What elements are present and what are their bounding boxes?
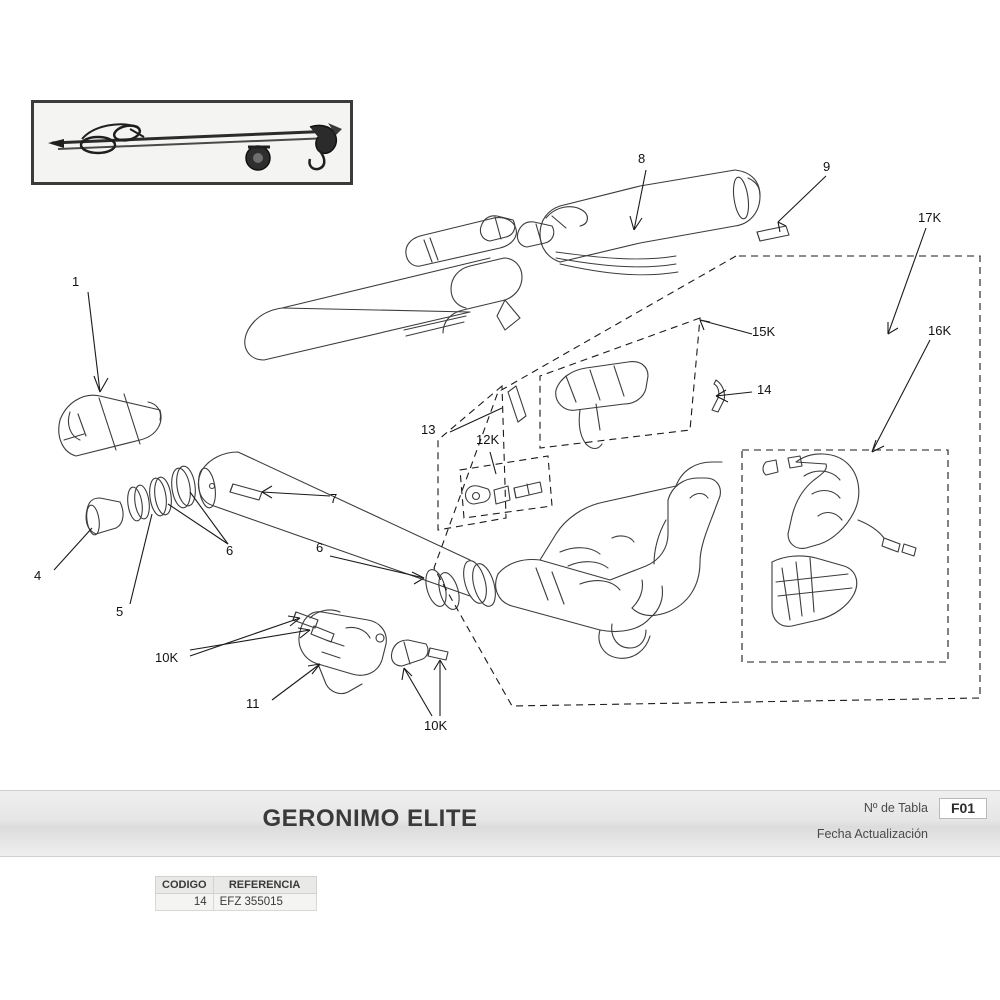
callout-6-right: 6	[316, 540, 324, 555]
column-header-referencia: REFERENCIA	[213, 877, 316, 894]
table-number-label: Nº de Tabla	[863, 801, 928, 815]
callout-8: 8	[638, 151, 646, 166]
group-outline-main	[434, 256, 980, 706]
table-header-row	[156, 877, 317, 894]
callout-9: 9	[823, 159, 831, 174]
callout-7: 7	[330, 491, 338, 506]
callout-4: 4	[34, 568, 42, 583]
callout-12k: 12K	[476, 432, 500, 447]
group-outline-16k	[742, 450, 948, 662]
callout-17k: 17K	[918, 210, 942, 225]
callout-15k: 15K	[752, 324, 776, 339]
callout-16k: 16K	[928, 323, 952, 338]
callout-5: 5	[116, 604, 124, 619]
callout-11: 11	[246, 696, 260, 711]
callout-10k-left: 10K	[155, 650, 179, 665]
cell-codigo: 14	[156, 894, 214, 911]
cell-referencia: EFZ 355015	[213, 894, 316, 911]
reference-table	[155, 876, 317, 911]
table-row	[156, 894, 317, 911]
page-title: GERONIMO ELITE	[262, 805, 478, 832]
callout-1: 1	[72, 274, 80, 289]
update-date-label: Fecha Actualización	[816, 827, 928, 841]
table-number-value: F01	[939, 798, 987, 819]
column-header-codigo: CODIGO	[156, 877, 214, 894]
callout-10k-bottom: 10K	[424, 718, 448, 733]
callout-13: 13	[421, 422, 436, 437]
group-outline-13	[438, 386, 506, 530]
title-bar	[0, 790, 1000, 857]
callout-6-left: 6	[226, 543, 234, 558]
callout-14: 14	[757, 382, 772, 397]
